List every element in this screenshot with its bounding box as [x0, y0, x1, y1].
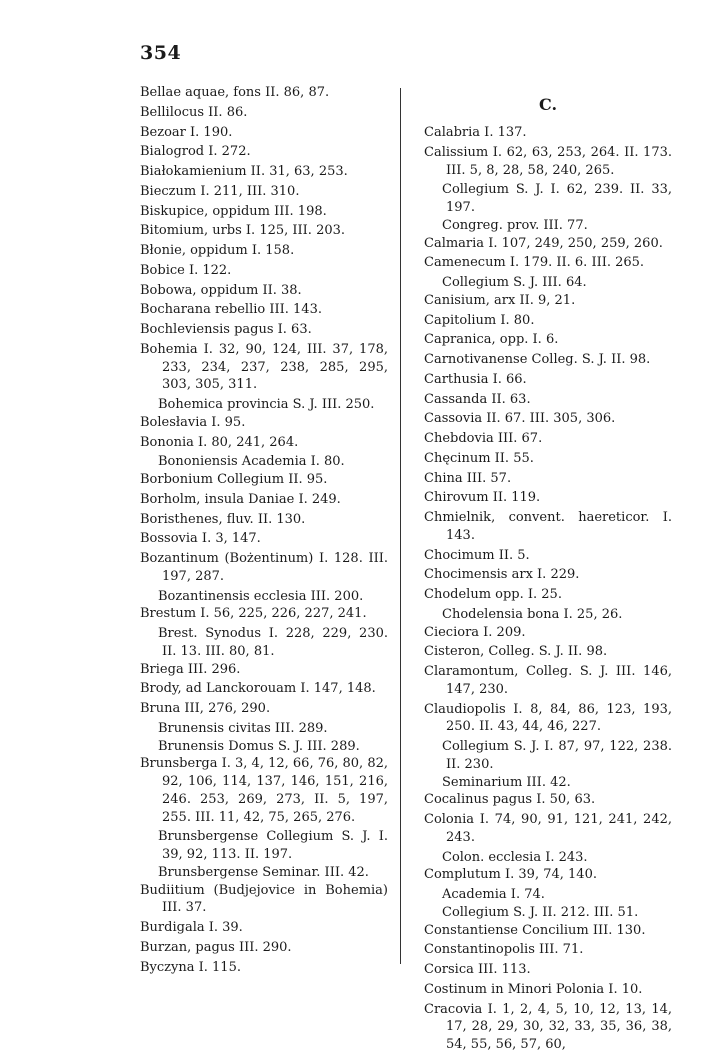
index-entry [140, 882, 388, 918]
index-entry [140, 183, 388, 201]
index-entry-heading: Bellae aquae, fons II. 86, 87. [140, 85, 330, 100]
index-entry-heading: Byczyna I. 115. [140, 959, 241, 975]
index-entry [424, 292, 672, 310]
index-entry-heading: Bezoar I. 190. [140, 124, 233, 140]
index-subentry: Brunensis civitas III. 289. [158, 720, 328, 736]
index-entry [140, 491, 388, 509]
index-entry [424, 624, 672, 642]
index-entry-heading: Bocharana rebellio III. 143. [140, 302, 322, 318]
index-entry-heading: Cracovia I. 1, 2, 4, 5, 10, 12, 13, 14, 17, 28, 29, 30, 32, 33, 35, 36, 38, 54, 55, 56, 57, 60, [424, 1001, 672, 1052]
index-entry [140, 550, 388, 605]
index-entry-heading: Bononia I. 80, 241, 264. [140, 434, 299, 450]
index-entry [140, 341, 388, 414]
index-entry [140, 511, 388, 529]
index-entry [424, 450, 672, 468]
index-entry-heading: Canisium, arx II. 9, 21. [424, 292, 576, 308]
index-entry [140, 222, 388, 240]
section-letter: C. [538, 95, 558, 114]
index-entry-heading: Cieciora I. 209. [424, 624, 526, 640]
index-entry [140, 203, 388, 221]
index-entry-heading: Carnotivanense Colleg. S. J. II. 98. [424, 352, 651, 367]
index-subentry: Collegium S. J. II. 212. III. 51. [442, 904, 639, 920]
index-entry [424, 811, 672, 866]
index-entry [140, 959, 388, 977]
index-entry [140, 939, 388, 957]
index-entry-heading: Bialogrod I. 272. [140, 144, 251, 160]
right-index-column [424, 92, 672, 1056]
index-entry [424, 866, 672, 921]
index-entry [140, 321, 388, 339]
index-entry [424, 791, 672, 809]
index-entry-heading: Corsica III. 113. [424, 962, 531, 977]
index-entry [424, 410, 672, 428]
index-entry-heading: Brestum I. 56, 225, 226, 227, 241. [140, 606, 367, 622]
index-entry-heading: Cisteron, Colleg. S. J. II. 98. [424, 644, 608, 660]
index-entry-heading: Cassanda II. 63. [424, 391, 531, 407]
index-entry [424, 371, 672, 389]
index-entry-heading: Biskupice, oppidum III. 198. [140, 203, 327, 219]
index-subentry: Bozantinensis ecclesia III. 200. [158, 588, 364, 604]
index-entry-heading: Chmielnik, convent. haereticor. I. 143. [424, 510, 672, 543]
index-entry-heading: Calissium I. 62, 63, 253, 264. II. 173. III. 5, 8, 28, 58, 240, 265. [424, 144, 672, 178]
index-entry-heading: Bieczum I. 211, III. 310. [140, 183, 300, 199]
index-entry-heading: Camenecum I. 179. II. 6. III. 265. [424, 255, 645, 271]
index-entry [424, 351, 672, 369]
index-entry-heading: Bobowa, oppidum II. 38. [140, 282, 302, 298]
index-entry-heading: Burzan, pagus III. 290. [140, 939, 292, 955]
index-entry [140, 605, 388, 660]
index-entry [424, 547, 672, 565]
index-entry [140, 242, 388, 260]
index-entry-heading: Chocimensis arx I. 229. [424, 567, 580, 583]
index-entry-heading: Chebdovia III. 67. [424, 431, 543, 446]
index-subentry: Academia I. 74. [442, 887, 545, 902]
index-entry [424, 509, 672, 545]
index-entry-heading: Chocimum II. 5. [424, 547, 530, 563]
index-entry-heading: Briega III. 296. [140, 661, 241, 677]
index-entry [140, 919, 388, 937]
index-entry [140, 700, 388, 755]
index-entry-heading: Błonie, oppidum I. 158. [140, 243, 295, 258]
index-entry-heading: Bitomium, urbs I. 125, III. 203. [140, 223, 346, 239]
index-entry [140, 471, 388, 489]
index-entry-heading: Bossovia I. 3, 147. [140, 531, 261, 547]
index-entry-heading: Cassovia II. 67. III. 305, 306. [424, 411, 616, 427]
index-entry [424, 922, 672, 940]
column-divider [400, 88, 401, 964]
index-entry-heading: Claudiopolis I. 8, 84, 86, 123, 193, 250. II. 43, 44, 46, 227. [424, 701, 672, 735]
index-entry [140, 301, 388, 319]
index-entry-heading: Claramontum, Colleg. S. J. III. 146, 147, 230. [424, 664, 672, 697]
index-entry-heading: Brunsberga I. 3, 4, 12, 66, 76, 80, 82, 92, 106, 114, 137, 146, 151, 216, 246. 253, 269, 273, II. 5, 197, 255. III. 11, 42, 75, 265, 276. [140, 756, 388, 825]
index-entry [424, 254, 672, 292]
index-entry [140, 262, 388, 280]
index-entry-heading: Białokamienium II. 31, 63, 253. [140, 164, 348, 179]
index-entry-heading: Bruna III, 276, 290. [140, 701, 271, 716]
index-subentry: Congreg. prov. III. 77. [442, 217, 588, 233]
index-subentry: Colon. ecclesia I. 243. [442, 849, 588, 865]
index-entry [140, 282, 388, 300]
index-entry-heading: Colonia I. 74, 90, 91, 121, 241, 242, 243. [424, 812, 672, 845]
index-entry-heading: Borholm, insula Daniae I. 249. [140, 491, 341, 507]
index-entry-heading: Calabria I. 137. [424, 125, 527, 140]
left-index-column [140, 84, 388, 978]
index-entry [140, 124, 388, 142]
index-entry-heading: Bohemia I. 32, 90, 124, III. 37, 178, 233, 234, 237, 238, 285, 295, 303, 305, 311. [140, 341, 388, 393]
index-entry [424, 489, 672, 507]
index-entry [140, 434, 388, 472]
index-entry-heading: China III. 57. [424, 470, 512, 486]
index-entry [424, 430, 672, 448]
index-entry [140, 84, 388, 102]
index-subentry: Brunsbergense Collegium S. J. I. 39, 92, 113. II. 197. [158, 829, 388, 862]
index-entry-heading: Costinum in Minori Polonia I. 10. [424, 981, 643, 997]
index-entry [140, 414, 388, 432]
index-entry-heading: Bolesłavia I. 95. [140, 414, 246, 430]
page-number: 354 [140, 42, 182, 64]
index-entry [424, 663, 672, 699]
index-entry [140, 143, 388, 161]
index-entry-heading: Bellilocus II. 86. [140, 104, 248, 120]
index-subentry: Seminarium III. 42. [442, 774, 571, 790]
index-entry-heading: Complutum I. 39, 74, 140. [424, 867, 597, 883]
index-subentry: Collegium S. J. I. 62, 239. II. 33, 197. [442, 182, 672, 215]
index-entry [424, 981, 672, 999]
index-entry-heading: Capitolium I. 80. [424, 312, 535, 328]
index-entry [140, 104, 388, 122]
index-entry-heading: Constantinopolis III. 71. [424, 942, 584, 958]
index-entry-heading: Cocalinus pagus I. 50, 63. [424, 792, 596, 808]
index-subentry: Brunsbergense Seminar. III. 42. [158, 864, 369, 880]
index-entry [424, 1001, 672, 1054]
index-entry-heading: Chodelum opp. I. 25. [424, 587, 562, 602]
index-entry-heading: Constantiense Concilium III. 130. [424, 922, 646, 938]
index-entry [424, 144, 672, 235]
index-subentry: Chodelensia bona I. 25, 26. [442, 606, 623, 622]
index-entry [424, 701, 672, 792]
index-entry [424, 331, 672, 349]
index-subentry: Brest. Synodus I. 228, 229, 230. II. 13. III. 80, 81. [158, 626, 388, 659]
index-entry-heading: Budiitium (Budjejovice in Bohemia) III. 37. [140, 882, 388, 916]
index-entry [424, 586, 672, 624]
index-subentry: Bohemica provincia S. J. III. 250. [158, 397, 375, 412]
index-entry [140, 163, 388, 181]
index-entry-heading: Borbonium Collegium II. 95. [140, 472, 328, 487]
index-subentry: Collegium S. J. III. 64. [442, 275, 587, 290]
index-entry-heading: Bozantinum (Bożentinum) I. 128. III. 197, 287. [140, 551, 388, 584]
index-entry [424, 941, 672, 959]
index-entry [424, 235, 672, 253]
index-entry [140, 755, 388, 881]
index-entry [424, 643, 672, 661]
index-entry [140, 661, 388, 679]
index-entry-heading: Chirovum II. 119. [424, 490, 541, 506]
index-entry-heading: Bobice I. 122. [140, 262, 232, 278]
index-entry [424, 391, 672, 409]
right-entries [424, 124, 672, 1054]
index-entry-heading: Calmaria I. 107, 249, 250, 259, 260. [424, 235, 663, 251]
index-entry-heading: Capranica, opp. I. 6. [424, 332, 559, 348]
index-entry-heading: Brody, ad Lanckorouam I. 147, 148. [140, 681, 376, 697]
index-entry-heading: Bochleviensis pagus I. 63. [140, 322, 312, 337]
index-subentry: Bononiensis Academia I. 80. [158, 454, 345, 470]
index-entry-heading: Burdigala I. 39. [140, 920, 243, 935]
index-entry-heading: Chęcinum II. 55. [424, 450, 534, 466]
index-entry [424, 961, 672, 979]
index-entry [140, 530, 388, 548]
index-entry [140, 680, 388, 698]
index-entry [424, 470, 672, 488]
index-entry-heading: Carthusia I. 66. [424, 371, 527, 387]
index-entry [424, 312, 672, 330]
index-entry-heading: Boristhenes, fluv. II. 130. [140, 511, 306, 527]
index-entry [424, 566, 672, 584]
index-subentry: Collegium S. J. I. 87, 97, 122, 238. II. 230. [442, 739, 672, 772]
index-subentry: Brunensis Domus S. J. III. 289. [158, 738, 360, 754]
index-entry [424, 124, 672, 142]
